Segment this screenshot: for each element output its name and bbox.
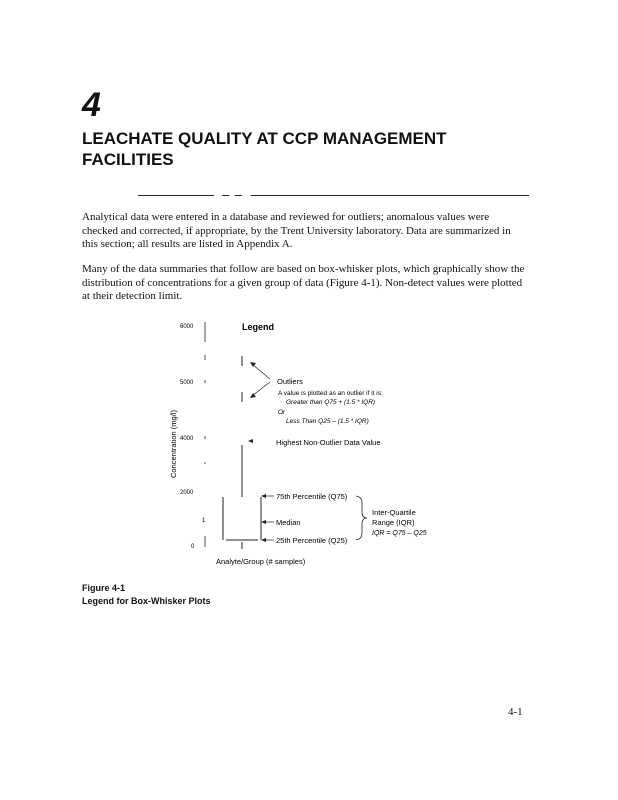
outlier-rule-less: Less Than Q25 – (1.5 * IQR) <box>286 418 369 425</box>
y-tick-label: 5000 <box>180 380 194 386</box>
figure-label: Figure 4-1 <box>82 583 126 593</box>
y-tick-label: 2000 <box>180 490 194 496</box>
iqr-label-line2: Range (IQR) <box>372 518 415 527</box>
arrow-head <box>248 439 253 443</box>
highest-value-label: Highest Non-Outlier Data Value <box>276 438 381 447</box>
x-axis-label: Analyte/Group (# samples) <box>216 557 306 566</box>
arrow-line <box>252 364 270 379</box>
q25-label: 25th Percentile (Q25) <box>276 536 348 545</box>
y-tick-label: 0 <box>191 544 195 550</box>
arrow-head <box>261 494 266 498</box>
chapter-number: 4 <box>82 86 101 124</box>
q75-label: 75th Percentile (Q75) <box>276 492 348 501</box>
iqr-bracket <box>356 496 367 540</box>
y-tick-label: 6000 <box>180 324 194 330</box>
outlier-rule-greater: Greater than Q75 + (1.5 * IQR) <box>286 399 376 406</box>
chapter-title: LEACHATE QUALITY AT CCP MANAGEMENT FACILITIES <box>82 129 447 169</box>
y-axis-label: Concentration (mg/l) <box>169 410 178 478</box>
paragraph-intro: Analytical data were entered in a database and reviewed for outliers; anomalous values were checked and corrected, if appropriate, by the Trent University laboratory. Data are summarized in this section; all results are listed in Appendix A. <box>82 211 511 250</box>
figure-caption: Legend for Box-Whisker Plots <box>82 596 211 606</box>
y-tick-label: 4000 <box>180 436 194 442</box>
page-number: 4-1 <box>508 706 523 718</box>
iqr-label-line3: IQR = Q75 – Q25 <box>372 530 427 537</box>
arrow-head <box>261 538 266 542</box>
legend-title: Legend <box>242 322 275 332</box>
y-tick-label: 1 <box>202 518 206 524</box>
arrow-head <box>261 520 266 524</box>
paragraph-box-whisker: Many of the data summaries that follow are based on box-whisker plots, which graphically show the distribution of concentrations for a given group of data (Figure 4-1). Non-detect values were plotted at their detection limit. <box>82 263 525 302</box>
median-label: Median <box>276 518 301 527</box>
outlier-rule-or: Or <box>278 409 286 416</box>
iqr-label-line1: Inter-Quartile <box>372 508 416 517</box>
outliers-label: Outliers <box>277 377 303 386</box>
arrow-line <box>252 382 270 396</box>
outlier-rule-intro: A value is plotted as an outlier if it is: <box>278 390 383 397</box>
